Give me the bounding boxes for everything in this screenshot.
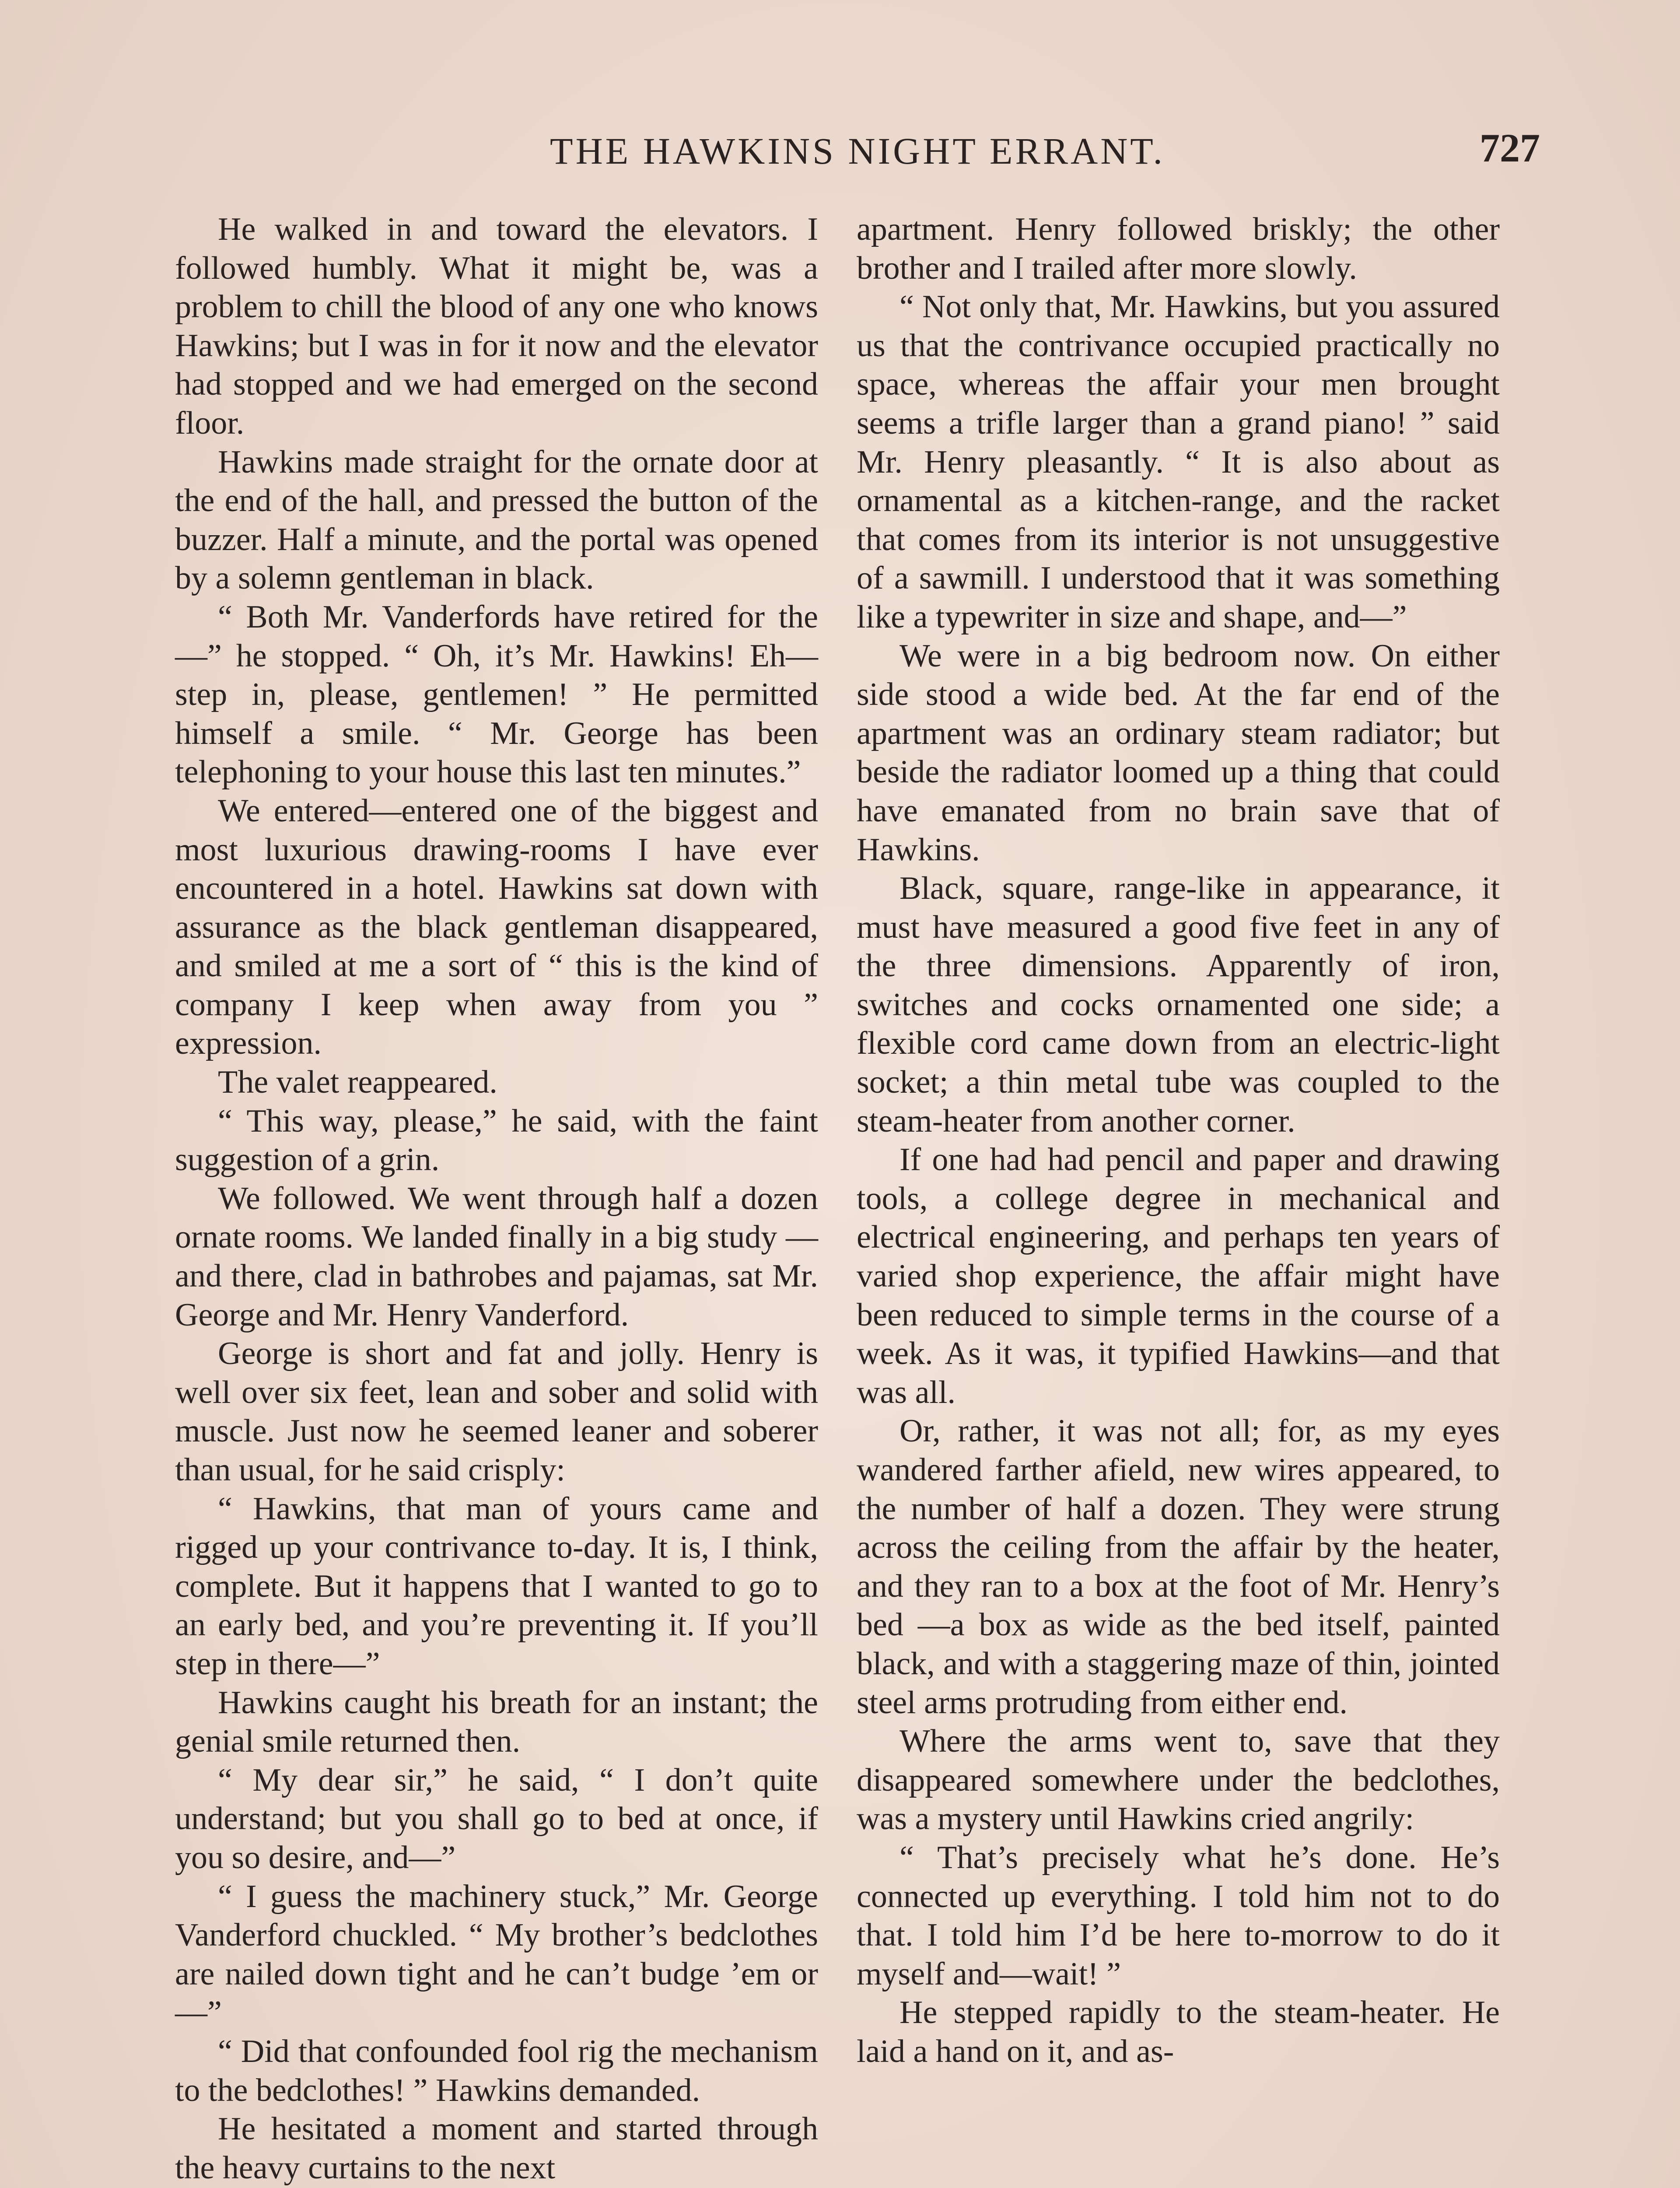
paragraph: “ I guess the machinery stuck,” Mr. George Vanderford chuckled. “ My brother’s bedclothes are nailed down tight and he can’t budge ’em or—” bbox=[175, 1878, 818, 2031]
paragraph: Black, square, range-like in appearance, it must have measured a good five feet in any of the three dimensions. Apparently of iron, switches and cocks ornamented one side; a flexible cord came down from an electric-light socket; a thin metal tube was coupled to the steam-heater from another corner. bbox=[857, 870, 1500, 1139]
paragraph: If one had had pencil and paper and drawing tools, a college degree in mechanical and electrical engineering, and perhaps ten years of varied shop experience, the affair might have been reduced to simple terms in the course of a week. As it was, it typified Hawkins—and that was all. bbox=[857, 1142, 1500, 1410]
paragraph: Where the arms went to, save that they disappeared somewhere under the bedclothes, was a mystery until Hawkins cried angrily: bbox=[857, 1723, 1500, 1837]
paragraph: “ Hawkins, that man of yours came and rigged up your contrivance to-day. It is, I think, complete. But it happens that I wanted to go to an early bed, and you’re preventing it. If you’ll step in there—” bbox=[175, 1490, 818, 1682]
paragraph: Hawkins made straight for the ornate door at the end of the hall, and pressed the button of the buzzer. Half a minute, and the portal was opened by a solemn gentleman in black. bbox=[175, 444, 818, 596]
page-header bbox=[175, 125, 1540, 186]
right-column bbox=[857, 210, 1500, 2071]
paragraph: “ This way, please,” he said, with the faint suggestion of a grin. bbox=[175, 1103, 818, 1178]
paragraph: “ My dear sir,” he said, “ I don’t quite understand; but you shall go to bed at once, if you so desire, and—” bbox=[175, 1762, 818, 1876]
paragraph: “ That’s precisely what he’s done. He’s connected up everything. I told him not to do that. I told him I’d be here to-morrow to do it myself and—wait! ” bbox=[857, 1839, 1500, 1992]
paragraph: “ Did that confounded fool rig the mechanism to the bedclothes! ” Hawkins demanded. bbox=[175, 2033, 818, 2108]
paragraph: We entered—entered one of the biggest and most luxurious drawing-rooms I have ever encountered in a hotel. Hawkins sat down with assurance as the black gentleman disappeared, and smiled at me a sort of “ this is the kind of company I keep when away from you ” expression. bbox=[175, 792, 818, 1062]
paragraph: “ Not only that, Mr. Hawkins, but you assured us that the contrivance occupied practically no space, whereas the affair your men brought seems a trifle larger than a grand piano! ” said Mr. Henry pleasantly. “ It is also about as ornamental as a kitchen-range, and the racket that comes from its interior is not unsuggestive of a sawmill. I understood that it was something like a typewriter in size and shape, and—” bbox=[857, 289, 1500, 635]
paragraph-continuation: apartment. Henry followed briskly; the other brother and I trailed after more slowly. bbox=[857, 211, 1500, 286]
paragraph: We were in a big bedroom now. On either side stood a wide bed. At the far end of the apartment was an ordinary steam radiator; but beside the radiator loomed up a thing that could have emanated from no brain save that of Hawkins. bbox=[857, 638, 1500, 868]
page-number: 727 bbox=[1480, 126, 1540, 170]
paragraph: The valet reappeared. bbox=[218, 1064, 497, 1101]
paragraph: “ Both Mr. Vanderfords have retired for the—” he stopped. “ Oh, it’s Mr. Hawkins! Eh—step in, please, gentlemen! ” He permitted himself a smile. “ Mr. George has been telephoning to your house this last ten minutes.” bbox=[175, 599, 818, 790]
paragraph: He hesitated a moment and started through the heavy curtains to the next bbox=[175, 2111, 818, 2186]
paragraph: Hawkins caught his breath for an instant; the genial smile returned then. bbox=[175, 1684, 818, 1760]
paragraph: Or, rather, it was not all; for, as my eyes wandered farther afield, new wires appeared, to the number of half a dozen. They were strung across the ceiling from the affair by the heater, and they ran to a box at the foot of Mr. Henry’s bed —a box as wide as the bed itself, painted black, and with a staggering maze of thin, jointed steel arms protruding from either end. bbox=[857, 1413, 1500, 1721]
paragraph: He stepped rapidly to the steam-heater. He laid a hand on it, and as- bbox=[857, 1995, 1500, 2069]
paragraph: George is short and fat and jolly. Henry is well over six feet, lean and sober and solid with muscle. Just now he seemed leaner and soberer than usual, for he said crisply: bbox=[175, 1336, 818, 1488]
paragraph: We followed. We went through half a dozen ornate rooms. We landed finally in a big study — and there, clad in bathrobes and pajamas, sat Mr. George and Mr. Henry Vanderford. bbox=[175, 1180, 818, 1333]
paragraph: He walked in and toward the elevators. I followed humbly. What it might be, was a problem to chill the blood of any one who knows Hawkins; but I was in for it now and the elevator had stopped and we had emerged on the second floor. bbox=[175, 211, 818, 441]
left-column bbox=[175, 210, 818, 2187]
running-title: THE HAWKINS NIGHT ERRANT. bbox=[550, 130, 1165, 172]
